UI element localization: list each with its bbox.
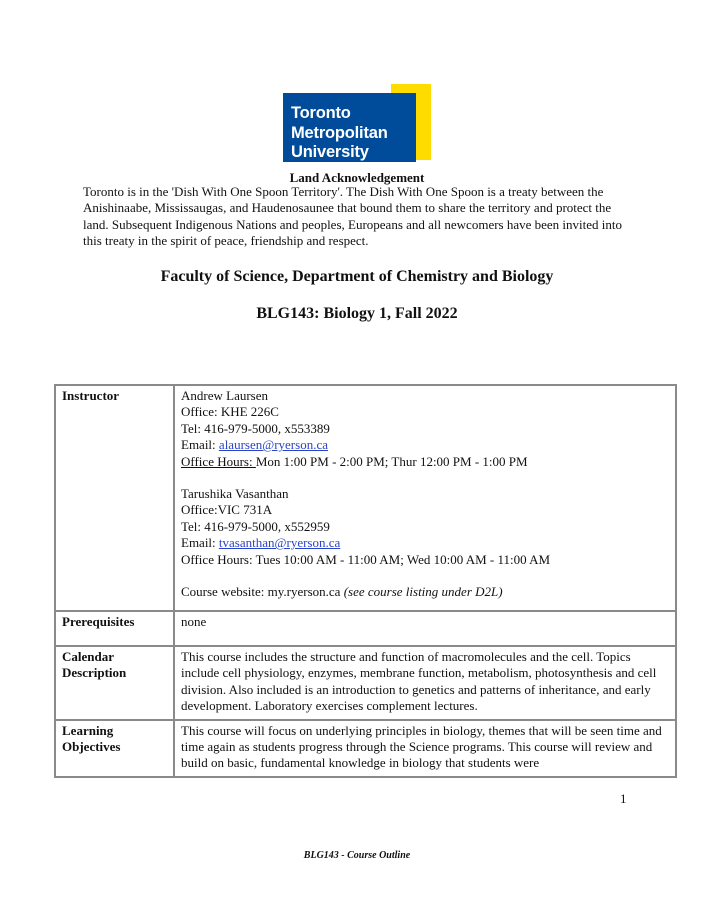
prerequisites-row bbox=[55, 611, 676, 645]
spacer bbox=[181, 470, 669, 486]
instructor-1-hours: Mon 1:00 PM - 2:00 PM; Thur 12:00 PM - 1:00 PM bbox=[255, 453, 528, 469]
course-title: BLG143: Biology 1, Fall 2022 bbox=[256, 305, 458, 322]
instructor-2-email-prefix: Email: bbox=[181, 535, 219, 551]
course-website-line bbox=[181, 584, 669, 600]
logo-blue-block bbox=[283, 93, 416, 162]
calendar-value: This course includes the structure and function of macromolecules and the cell. Topics include cell physiology, enzymes, membrane function, metabolism, photosynthesis and cell division. Also included is an introduction to genetics and patterns of inheritance, and early development. Laboratory exercises complement lectures. bbox=[174, 646, 676, 720]
logo-line-1: Toronto bbox=[291, 104, 351, 122]
prerequisites-label: Prerequisites bbox=[55, 611, 174, 645]
spacer bbox=[181, 600, 669, 606]
logo-yellow-bar bbox=[414, 84, 431, 160]
instructor-1-hours-label: Office Hours: bbox=[181, 453, 256, 469]
logo-line-3: University bbox=[291, 143, 369, 161]
prerequisites-value: none bbox=[174, 611, 676, 645]
instructor-2-tel: Tel: 416-979-5000, x552959 bbox=[181, 518, 330, 534]
instructor-2-name: Tarushika Vasanthan bbox=[181, 486, 289, 502]
spacer bbox=[181, 568, 669, 584]
instructor-2-email-line bbox=[181, 535, 669, 551]
instructor-1-tel: Tel: 416-979-5000, x553389 bbox=[181, 420, 330, 436]
instructor-1-office: Office: KHE 226C bbox=[181, 404, 279, 420]
logo-text bbox=[291, 104, 388, 163]
instructor-1-email-prefix: Email: bbox=[181, 437, 219, 453]
page-footer: BLG143 - Course Outline bbox=[303, 850, 411, 861]
instructor-details bbox=[174, 385, 676, 611]
objectives-value: This course will focus on underlying principles in biology, themes that will be seen time and time again as students progress through the Science programs. This course will review and build on basic, fundamental knowledge in biology that students were bbox=[174, 720, 676, 777]
instructor-2-office: Office:VIC 731A bbox=[181, 502, 273, 518]
objectives-label: Learning Objectives bbox=[55, 720, 174, 777]
land-acknowledgement-title: Land Acknowledgement bbox=[289, 170, 425, 185]
calendar-label: Calendar Description bbox=[55, 646, 174, 720]
instructor-row bbox=[55, 385, 676, 611]
university-logo bbox=[283, 84, 431, 162]
course-info-table bbox=[54, 384, 677, 778]
page-number: 1 bbox=[620, 791, 627, 806]
land-acknowledgement-body: Toronto is in the 'Dish With One Spoon Territory'. The Dish With One Spoon is a treaty between the Anishinaabe, Mississaugas, and Haudenosaunee that bound them to share the territory and protect the land. Subsequent Indigenous Nations and peoples, Europeans and all newcomers have been invited into this treaty in the spirit of peace, friendship and respect. bbox=[83, 184, 623, 249]
instructor-1-email-link[interactable]: alaursen@ryerson.ca bbox=[218, 437, 328, 453]
course-website-note: (see course listing under D2L) bbox=[343, 584, 503, 600]
logo-line-2: Metropolitan bbox=[291, 123, 388, 142]
instructor-2-hours: Office Hours: Tues 10:00 AM - 11:00 AM; Wed 10:00 AM - 11:00 AM bbox=[181, 551, 551, 567]
calendar-row bbox=[55, 646, 676, 720]
faculty-heading: Faculty of Science, Department of Chemistry and Biology bbox=[160, 268, 554, 285]
instructor-1-hours-line bbox=[181, 454, 669, 470]
course-website-prefix: Course website: my.ryerson.ca bbox=[181, 584, 344, 600]
instructor-1-name: Andrew Laursen bbox=[181, 388, 268, 403]
instructor-2-email-link[interactable]: tvasanthan@ryerson.ca bbox=[218, 535, 341, 551]
instructor-1-email-line bbox=[181, 437, 669, 453]
instructor-label: Instructor bbox=[55, 385, 174, 611]
objectives-row bbox=[55, 720, 676, 777]
